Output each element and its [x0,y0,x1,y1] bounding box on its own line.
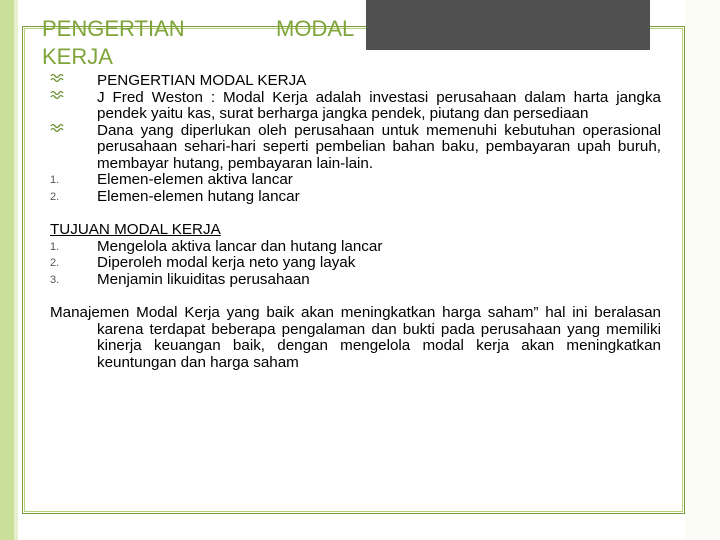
list-item [50,239,661,256]
list-item [50,255,661,272]
left-accent-stripe [14,0,18,540]
section1-heading: PENGERTIAN MODAL KERJA [97,72,307,89]
list-item-text: Menjamin likuiditas perusahaan [97,270,310,288]
list-item [50,189,661,206]
list-item [50,73,661,90]
title-word-modal: MODAL [276,16,355,41]
wave-bullet-icon [50,73,70,90]
list-item-text: Diperoleh modal kerja neto yang layak [97,254,356,271]
conclusion-paragraph: Manajemen Modal Kerja yang baik akan meningkatkan harga saham” hal ini beralasan karena terdapat beberapa pengalaman dan bukti pada perusahaan yang memiliki kinerja keuangan baik, dengan mengelola modal kerja akan meningkatkan keuntungan dan harga saham [50,304,661,371]
list-item [50,172,661,189]
left-accent-bar [0,0,14,540]
list-number: 3. [50,273,60,286]
list-number: 1. [50,240,60,253]
list-item-text: Mengelola aktiva lancar dan hutang lancar [97,237,383,255]
wave-bullet-icon [50,123,70,140]
list-number: 1. [50,174,60,186]
right-background-strip [685,0,720,540]
title-word-pengertian: PENGERTIAN [42,16,185,41]
list-item [50,272,661,289]
list-number: 2. [50,190,60,203]
definition-text: J Fred Weston : Modal Kerja adalah investasi perusahaan dalam harta jangka pendek yaitu kas, surat berharga jangka pendek, piutang dan persediaan [97,88,661,122]
list-item [50,90,661,123]
title-dark-block [366,0,650,50]
definition-text: Dana yang diperlukan oleh perusahaan untuk memenuhi kebutuhan operasional perusahaan sehari-hari seperti pembelian bahan baku, pembayaran upah buruh, membayar hutang, pembayaran lain-lain. [97,121,661,172]
list-number: 2. [50,257,60,269]
list-item-text: Elemen-elemen aktiva lancar [97,171,293,188]
section2-heading: TUJUAN MODAL KERJA [50,221,221,238]
slide-content [50,73,661,371]
title-word-kerja: KERJA [42,44,113,69]
list-item [50,123,661,173]
list-item-text: Elemen-elemen hutang lancar [97,187,300,205]
wave-bullet-icon [50,90,70,107]
